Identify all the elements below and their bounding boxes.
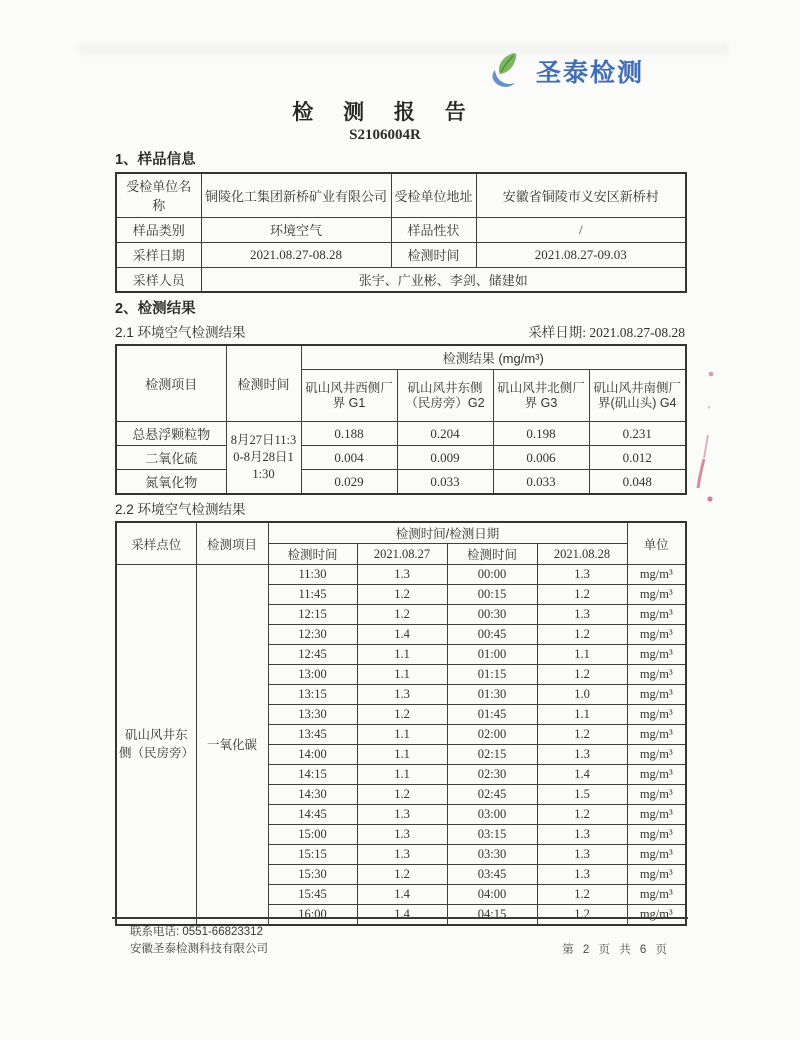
reading-value: 00:30: [447, 605, 537, 625]
field-value: 2021.08.27-08.28: [201, 242, 391, 267]
field-label: 样品性状: [391, 217, 476, 242]
logo-text: 圣泰检测: [536, 59, 645, 87]
subsection-21-header: [115, 324, 685, 342]
reading-value: 04:00: [447, 885, 537, 905]
column-header-time-group: 检测时间/检测日期: [268, 522, 627, 544]
header-row: [116, 345, 686, 370]
reading-value: 1.4: [357, 905, 447, 925]
unit-cell: mg/m³: [627, 645, 686, 665]
reading-value: 1.1: [357, 745, 447, 765]
reading-value: 01:00: [447, 645, 537, 665]
reading-value: 16:00: [268, 905, 357, 925]
reading-value: 1.2: [357, 705, 447, 725]
reading-value: 1.3: [357, 805, 447, 825]
table-row: [116, 217, 686, 242]
report-body: [115, 150, 685, 926]
column-header-time: 检测时间: [226, 345, 301, 422]
field-value: /: [476, 217, 686, 242]
sampling-time-range: 8月27日11:30-8月28日11:30: [226, 422, 301, 495]
reading-value: 04:15: [447, 905, 537, 925]
report-title: 检 测 报 告: [292, 101, 478, 124]
reading-value: 15:00: [268, 825, 357, 845]
reading-value: 14:30: [268, 785, 357, 805]
result-value: 0.198: [493, 422, 589, 446]
reading-value: 1.2: [537, 665, 627, 685]
unit-cell: mg/m³: [627, 845, 686, 865]
unit-cell: mg/m³: [627, 805, 686, 825]
reading-value: 1.1: [537, 705, 627, 725]
result-value: 0.188: [301, 422, 397, 446]
table-row: [116, 267, 686, 292]
subsection-21-title: 2.1 环境空气检测结果: [115, 325, 246, 340]
reading-value: 1.3: [537, 745, 627, 765]
reading-value: 13:30: [268, 705, 357, 725]
reading-value: 1.1: [357, 765, 447, 785]
reading-value: 02:45: [447, 785, 537, 805]
field-value: 铜陵化工集团新桥矿业有限公司: [201, 173, 391, 217]
reading-value: 1.2: [357, 585, 447, 605]
air-results-summary-body: [116, 422, 686, 495]
unit-cell: mg/m³: [627, 765, 686, 785]
reading-value: 1.4: [357, 625, 447, 645]
reading-value: 12:45: [268, 645, 357, 665]
unit-cell: mg/m³: [627, 605, 686, 625]
result-value: 0.033: [493, 470, 589, 495]
column-header-item: 检测项目: [116, 345, 226, 422]
reading-value: 00:45: [447, 625, 537, 645]
reading-value: 1.3: [537, 865, 627, 885]
reading-value: 1.2: [357, 865, 447, 885]
reading-value: 00:00: [447, 565, 537, 585]
unit-cell: mg/m³: [627, 585, 686, 605]
column-header-location: 矶山风井北侧厂界 G3: [493, 370, 589, 422]
result-value: 0.006: [493, 446, 589, 470]
reading-value: 02:30: [447, 765, 537, 785]
field-label: 受检单位地址: [391, 173, 476, 217]
reading-value: 1.2: [357, 605, 447, 625]
reading-value: 03:45: [447, 865, 537, 885]
result-value: 0.204: [397, 422, 493, 446]
reading-value: 1.5: [537, 785, 627, 805]
air-results-summary-table: [115, 344, 687, 495]
subsection-22-title: 2.2 环境空气检测结果: [115, 502, 246, 517]
unit-cell: mg/m³: [627, 865, 686, 885]
unit-cell: mg/m³: [627, 745, 686, 765]
reading-value: 1.4: [537, 765, 627, 785]
reading-value: 1.2: [537, 885, 627, 905]
reading-value: 00:15: [447, 585, 537, 605]
column-header-location: 矶山风井南侧厂界(矶山头) G4: [589, 370, 686, 422]
table-row: [116, 173, 686, 217]
reading-value: 1.3: [537, 605, 627, 625]
field-value: 安徽省铜陵市义安区新桥村: [476, 173, 686, 217]
reading-value: 1.3: [357, 685, 447, 705]
column-header-location: 矶山风井东侧（民房旁）G2: [397, 370, 493, 422]
field-label: 采样日期: [116, 242, 201, 267]
unit-cell: mg/m³: [627, 725, 686, 745]
reading-value: 15:45: [268, 885, 357, 905]
reading-value: 1.2: [357, 785, 447, 805]
report-number: S2106004R: [349, 127, 421, 143]
reading-value: 01:15: [447, 665, 537, 685]
reading-value: 1.2: [537, 905, 627, 925]
table-row: [116, 242, 686, 267]
field-value: 环境空气: [201, 217, 391, 242]
reading-value: 03:00: [447, 805, 537, 825]
reading-value: 14:00: [268, 745, 357, 765]
result-value: 0.029: [301, 470, 397, 495]
co-results-table: [115, 521, 687, 926]
reading-value: 1.1: [357, 725, 447, 745]
summary-data-row: [116, 422, 686, 446]
reading-value: 13:15: [268, 685, 357, 705]
column-subheader: 检测时间: [268, 544, 357, 565]
reading-value: 1.3: [357, 845, 447, 865]
unit-cell: mg/m³: [627, 885, 686, 905]
unit-cell: mg/m³: [627, 825, 686, 845]
section-heading-results: 2、检测结果: [115, 301, 196, 317]
reading-value: 1.2: [537, 585, 627, 605]
column-header-result-group: 检测结果 (mg/m³): [301, 345, 686, 370]
section-heading-sample-info: 1、样品信息: [115, 152, 196, 168]
summary-data-row: [116, 470, 686, 495]
column-header-item: 检测项目: [196, 522, 268, 565]
analyte-name: 二氧化硫: [116, 446, 226, 470]
reading-value: 14:45: [268, 805, 357, 825]
reading-value: 13:45: [268, 725, 357, 745]
header-row: [116, 522, 686, 544]
unit-cell: mg/m³: [627, 785, 686, 805]
reading-value: 03:30: [447, 845, 537, 865]
reading-value: 1.3: [537, 565, 627, 585]
analyte-name: 总悬浮颗粒物: [116, 422, 226, 446]
sampling-date-label: 采样日期: 2021.08.27-08.28: [528, 325, 685, 340]
reading-value: 1.0: [537, 685, 627, 705]
footer-phone: 联系电话: 0551-66823312: [130, 926, 263, 938]
reading-value: 01:30: [447, 685, 537, 705]
reading-value: 1.1: [537, 645, 627, 665]
reading-value: 1.2: [537, 805, 627, 825]
field-value: 2021.08.27-09.03: [476, 242, 686, 267]
footer-company-name: 安徽圣泰检测科技有限公司: [130, 943, 268, 955]
reading-value: 1.3: [357, 565, 447, 585]
field-value: 张宇、广业彬、李剑、储建如: [201, 267, 686, 292]
field-label: 样品类别: [116, 217, 201, 242]
page-number: 第 2 页 共 6 页: [562, 944, 670, 956]
column-header-location: 矶山风井西侧厂界 G1: [301, 370, 397, 422]
reading-value: 1.3: [537, 845, 627, 865]
reading-value: 11:45: [268, 585, 357, 605]
reading-value: 13:00: [268, 665, 357, 685]
sample-info-table: [115, 172, 687, 293]
reading-value: 02:00: [447, 725, 537, 745]
reading-value: 15:30: [268, 865, 357, 885]
unit-cell: mg/m³: [627, 625, 686, 645]
field-label: 检测时间: [391, 242, 476, 267]
reading-value: 1.4: [357, 885, 447, 905]
leaf-icon: [488, 50, 528, 92]
result-value: 0.004: [301, 446, 397, 470]
result-value: 0.033: [397, 470, 493, 495]
result-value: 0.231: [589, 422, 686, 446]
company-logo: [488, 50, 644, 92]
unit-cell: mg/m³: [627, 565, 686, 585]
reading-value: 1.1: [357, 665, 447, 685]
analyte-name: 一氧化碳: [196, 565, 268, 925]
unit-cell: mg/m³: [627, 705, 686, 725]
reading-value: 03:15: [447, 825, 537, 845]
reading-value: 01:45: [447, 705, 537, 725]
reading-value: 14:15: [268, 765, 357, 785]
column-header-unit: 单位: [627, 522, 686, 565]
analyte-name: 氮氧化物: [116, 470, 226, 495]
footer-divider: [112, 917, 688, 919]
unit-cell: mg/m³: [627, 665, 686, 685]
reading-value: 1.2: [537, 625, 627, 645]
column-subheader: 2021.08.28: [537, 544, 627, 565]
reading-value: 12:15: [268, 605, 357, 625]
reading-value: 1.3: [357, 825, 447, 845]
column-subheader: 检测时间: [447, 544, 537, 565]
result-value: 0.009: [397, 446, 493, 470]
unit-cell: mg/m³: [627, 685, 686, 705]
field-label: 受检单位名称: [116, 173, 201, 217]
field-label: 采样人员: [116, 267, 201, 292]
reading-value: 1.2: [537, 725, 627, 745]
co-results-body: [116, 565, 686, 925]
summary-data-row: [116, 446, 686, 470]
reading-value: 02:15: [447, 745, 537, 765]
result-value: 0.048: [589, 470, 686, 495]
reading-value: 11:30: [268, 565, 357, 585]
result-value: 0.012: [589, 446, 686, 470]
column-subheader: 2021.08.27: [357, 544, 447, 565]
unit-cell: mg/m³: [627, 905, 686, 925]
red-stamp-edge-marks: [693, 363, 725, 513]
column-header-point: 采样点位: [116, 522, 196, 565]
reading-value: 12:30: [268, 625, 357, 645]
reading-value: 1.1: [357, 645, 447, 665]
co-data-row: [116, 565, 686, 585]
reading-value: 1.3: [537, 825, 627, 845]
sampling-point: 矶山风井东侧（民房旁）: [116, 565, 196, 925]
reading-value: 15:15: [268, 845, 357, 865]
